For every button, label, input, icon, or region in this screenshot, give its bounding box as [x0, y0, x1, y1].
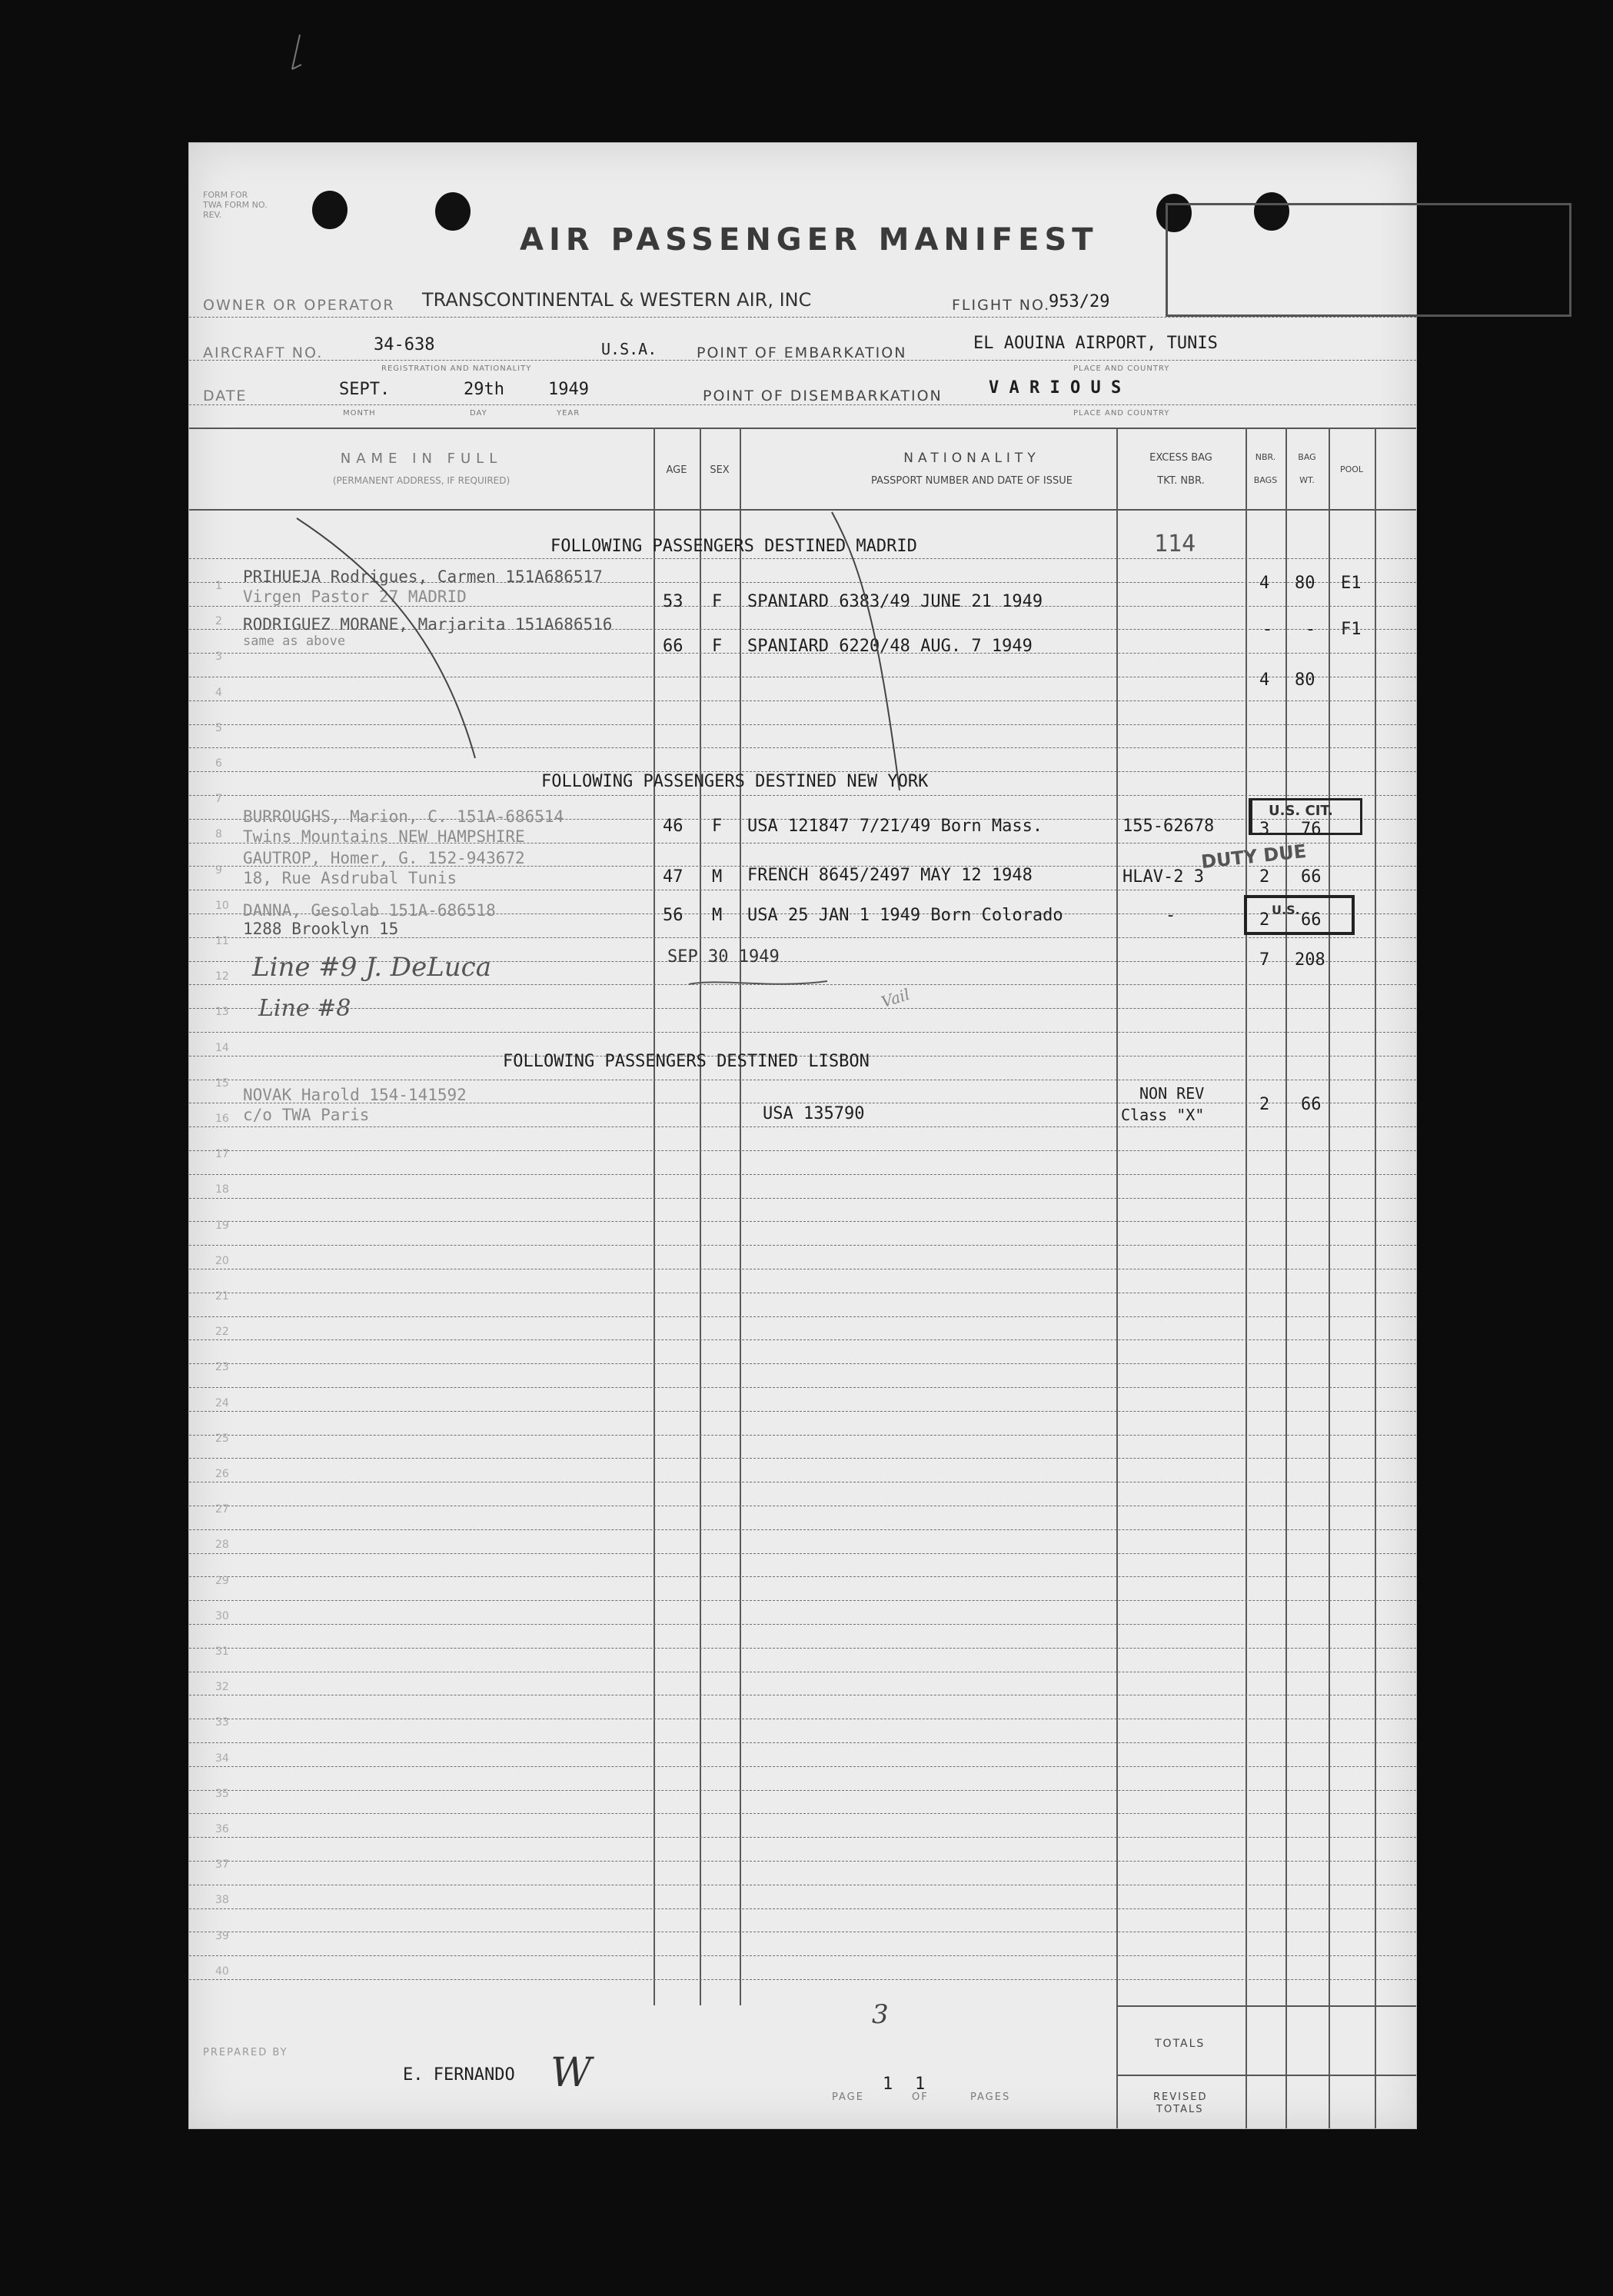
passenger-5-address: 1288 Brooklyn 15	[243, 920, 399, 938]
row-rule	[189, 1221, 1416, 1222]
row-number: 4	[215, 686, 222, 699]
passenger-3-age: 46	[663, 817, 683, 836]
row-rule	[189, 1955, 1416, 1956]
passenger-3-sex: F	[712, 817, 723, 836]
page-value: 1	[883, 2075, 893, 2094]
row-number: 39	[215, 1929, 229, 1942]
aircraft-sub: REGISTRATION AND NATIONALITY	[381, 364, 532, 373]
passenger-1-weight: 80	[1295, 574, 1315, 593]
new-york-total-weight: 208	[1295, 950, 1325, 970]
row-number: 31	[215, 1645, 229, 1658]
row-rule	[189, 1529, 1416, 1530]
passenger-5-name: DANNA, Gesolab 151A-686518	[243, 901, 496, 920]
col-excess-header-1: EXCESS BAG	[1149, 452, 1212, 464]
row-rule	[189, 1435, 1416, 1436]
row-rule	[189, 1624, 1416, 1625]
col-name-sub: (PERMANENT ADDRESS, IF REQUIRED)	[332, 475, 511, 486]
date-label: DATE	[203, 388, 248, 404]
revised-label-1: REVISED	[1153, 2091, 1208, 2103]
passenger-1-pool: E1	[1341, 574, 1362, 593]
passenger-2-bags: -	[1262, 620, 1273, 639]
row-rule	[189, 1339, 1416, 1340]
form-number-line-3: REV.	[203, 210, 222, 220]
us-stamp-text: U.S.	[1272, 903, 1300, 917]
date-year: 1949	[548, 380, 589, 399]
passenger-3-nationality: USA 121847 7/21/49 Born Mass.	[747, 817, 1043, 836]
row-number: 6	[215, 757, 222, 770]
passenger-5-nationality: USA 25 JAN 1 1949 Born Colorado	[747, 906, 1063, 925]
row-number: 32	[215, 1681, 229, 1694]
passenger-5-sex: M	[712, 906, 723, 925]
passenger-5-age: 56	[663, 906, 683, 925]
handwritten-page-count: 3	[872, 1999, 889, 2030]
passenger-5-weight: 66	[1301, 910, 1322, 930]
col-nationality-header: NATIONALITY	[903, 451, 1040, 466]
madrid-total-bags: 4	[1259, 670, 1270, 690]
passenger-6-nationality: USA 135790	[763, 1104, 865, 1123]
row-number: 23	[215, 1361, 229, 1374]
row-rule	[189, 1576, 1416, 1577]
row-number: 29	[215, 1574, 229, 1587]
date-sub-year: YEAR	[557, 409, 580, 418]
passenger-4-nationality: FRENCH 8645/2497 MAY 12 1948	[747, 866, 1033, 885]
prepared-by-value: E. FERNANDO	[403, 2065, 515, 2085]
row-number: 18	[215, 1183, 229, 1196]
passenger-4-name: GAUTROP, Homer, G. 152-943672	[243, 849, 525, 867]
row-number: 15	[215, 1076, 229, 1090]
owner-label: OWNER OR OPERATOR	[203, 297, 395, 314]
col-pool-header: POOL	[1339, 464, 1364, 474]
passenger-6-excess-2: Class "X"	[1121, 1106, 1205, 1124]
passenger-5-bags: 2	[1259, 910, 1270, 930]
row-number: 30	[215, 1609, 229, 1622]
row-number: 11	[215, 935, 229, 947]
passenger-2-name: RODRIGUEZ MORANE, Marjarita 151A686516	[243, 615, 613, 634]
handwritten-line-8: Line #8	[258, 995, 351, 1022]
row-rule	[189, 1861, 1416, 1862]
passenger-2-address: same as above	[243, 634, 346, 649]
row-number: 9	[215, 863, 222, 877]
col-nbr-header-1: NBR.	[1255, 452, 1276, 462]
row-rule	[189, 1553, 1416, 1554]
owner-value: TRANSCONTINENTAL & WESTERN AIR, INC	[422, 289, 812, 311]
col-age-header: AGE	[666, 464, 687, 476]
of-label: OF	[912, 2091, 929, 2103]
row-number: 34	[215, 1752, 229, 1765]
passenger-6-weight: 66	[1301, 1095, 1322, 1114]
row-number: 33	[215, 1716, 229, 1729]
row-rule	[189, 1742, 1416, 1743]
col-excess-header-2: TKT. NBR.	[1157, 475, 1205, 487]
passenger-3-bags: 3	[1259, 820, 1270, 839]
passenger-3-name: BURROUGHS, Marion, C. 151A-686514	[243, 807, 564, 826]
us-citizen-stamp-text: U.S. CIT.	[1269, 803, 1333, 819]
form-number-line-1: FORM FOR	[203, 190, 248, 200]
page-label: PAGE	[832, 2091, 864, 2103]
row-rule	[189, 1387, 1416, 1388]
madrid-excess-ticket: 114	[1154, 531, 1196, 557]
totals-label: TOTALS	[1155, 2038, 1206, 2050]
row-number: 37	[215, 1858, 229, 1872]
of-value: 1	[915, 2075, 926, 2094]
manifest-title: AIR PASSENGER MANIFEST	[520, 222, 1099, 258]
row-number: 21	[215, 1290, 229, 1303]
col-nbr-header-2: BAGS	[1253, 475, 1278, 485]
row-rule	[189, 1174, 1416, 1175]
row-number: 25	[215, 1432, 229, 1445]
embark-sub: PLACE AND COUNTRY	[1073, 364, 1170, 373]
row-number: 5	[215, 721, 222, 734]
row-rule	[189, 1790, 1416, 1791]
row-rule	[189, 1458, 1416, 1459]
passenger-2-age: 66	[663, 637, 683, 656]
row-rule	[189, 1648, 1416, 1649]
passenger-4-address: 18, Rue Asdrubal Tunis	[243, 869, 457, 887]
row-number: 1	[215, 580, 222, 592]
row-number: 2	[215, 615, 222, 628]
aircraft-label: AIRCRAFT NO.	[203, 344, 324, 361]
new-york-heading: FOLLOWING PASSENGERS DESTINED NEW YORK	[541, 772, 929, 791]
row-number: 16	[215, 1113, 229, 1125]
col-nationality-sub: PASSPORT NUMBER AND DATE OF ISSUE	[870, 475, 1073, 487]
row-rule	[189, 1198, 1416, 1199]
disembark-label: POINT OF DISEMBARKATION	[703, 388, 943, 404]
disembark-sub: PLACE AND COUNTRY	[1073, 409, 1170, 418]
row-rule	[189, 1150, 1416, 1151]
row-number: 17	[215, 1148, 229, 1161]
form-number-line-2: TWA FORM NO.	[203, 200, 268, 210]
new-york-date-stamp: SEP 30 1949	[667, 947, 780, 967]
handwritten-initials: W	[550, 2050, 592, 2096]
row-rule	[189, 1837, 1416, 1838]
row-rule	[189, 1411, 1416, 1412]
revised-label-2: TOTALS	[1156, 2104, 1204, 2115]
passenger-3-excess-ticket: 155-62678	[1122, 817, 1215, 836]
date-sub-day: DAY	[470, 409, 487, 418]
row-number: 24	[215, 1396, 229, 1409]
passenger-4-weight: 66	[1301, 867, 1322, 887]
manifest-page	[188, 142, 1417, 2129]
passenger-1-address: Virgen Pastor 27 MADRID	[243, 587, 467, 606]
passenger-5-excess-ticket: -	[1166, 906, 1176, 925]
passenger-6-name: NOVAK Harold 154-141592	[243, 1086, 467, 1104]
passenger-1-nationality: SPANIARD 6383/49 JUNE 21 1949	[747, 592, 1043, 611]
date-month: SEPT.	[339, 380, 391, 399]
aircraft-value: 34-638	[374, 335, 435, 354]
row-rule	[189, 1766, 1416, 1767]
row-rule	[189, 1363, 1416, 1364]
pages-label: PAGES	[970, 2091, 1011, 2103]
new-york-total-bags: 7	[1259, 950, 1270, 970]
col-bag-header-1: BAG	[1298, 452, 1316, 462]
row-rule	[189, 1813, 1416, 1814]
passenger-1-bags: 4	[1259, 574, 1270, 593]
row-number: 28	[215, 1539, 229, 1552]
row-number: 3	[215, 651, 222, 664]
pen-strokes	[189, 143, 1416, 1143]
duty-due-stamp: DUTY DUE	[1199, 840, 1308, 873]
row-number: 12	[215, 970, 229, 983]
row-rule	[189, 1600, 1416, 1601]
date-sub-month: MONTH	[343, 409, 376, 418]
flight-label: FLIGHT NO.	[952, 297, 1051, 314]
passenger-6-bags: 2	[1259, 1095, 1270, 1114]
row-rule	[189, 1245, 1416, 1246]
row-number: 10	[215, 899, 229, 912]
row-number: 38	[215, 1894, 229, 1907]
row-number: 40	[215, 1965, 229, 1978]
passenger-4-excess-ticket: HLAV-2 3	[1122, 867, 1204, 887]
passenger-2-nationality: SPANIARD 6220/48 AUG. 7 1949	[747, 637, 1033, 656]
row-number: 22	[215, 1326, 229, 1339]
rule	[1116, 2005, 1416, 2007]
passenger-4-sex: M	[712, 867, 723, 887]
col-bag-header-2: WT.	[1299, 475, 1315, 485]
passenger-2-pool: F1	[1341, 620, 1362, 639]
passenger-4-age: 47	[663, 867, 683, 887]
row-number: 27	[215, 1503, 229, 1516]
row-number: 35	[215, 1787, 229, 1800]
flight-value: 953/29	[1049, 292, 1110, 311]
passenger-2-weight: -	[1305, 620, 1316, 639]
passenger-2-sex: F	[712, 637, 723, 656]
date-day: 29th	[464, 380, 504, 399]
lisbon-heading: FOLLOWING PASSENGERS DESTINED LISBON	[503, 1052, 870, 1071]
passenger-6-address: c/o TWA Paris	[243, 1106, 370, 1124]
corner-mark	[284, 31, 308, 77]
row-number: 20	[215, 1254, 229, 1267]
madrid-total-weight: 80	[1295, 670, 1315, 690]
passenger-1-name: PRIHUEJA Rodrigues, Carmen 151A686517	[243, 567, 603, 586]
passenger-4-bags: 2	[1259, 867, 1270, 887]
row-rule	[189, 1979, 1416, 1980]
col-sex-header: SEX	[710, 464, 730, 476]
col-name-header: NAME IN FULL	[340, 451, 503, 467]
prepared-by-label: PREPARED BY	[203, 2047, 288, 2058]
row-number: 8	[215, 828, 222, 841]
embark-value: EL AOUINA AIRPORT, TUNIS	[973, 334, 1218, 353]
passenger-6-excess-1: NON REV	[1139, 1084, 1205, 1103]
passenger-3-address: Twins Mountains NEW HAMPSHIRE	[243, 827, 525, 846]
handwritten-mark: Vail	[879, 984, 913, 1012]
aircraft-nationality: U.S.A.	[601, 340, 657, 358]
row-rule	[189, 1316, 1416, 1317]
handwritten-line-9: Line #9 J. DeLuca	[252, 952, 491, 983]
disembark-value: V A R I O U S	[989, 378, 1122, 398]
row-number: 14	[215, 1041, 229, 1054]
row-number: 36	[215, 1823, 229, 1835]
row-number: 19	[215, 1219, 229, 1232]
row-rule	[189, 1908, 1416, 1909]
passenger-1-age: 53	[663, 592, 683, 611]
passenger-3-weight: 76	[1301, 820, 1322, 839]
row-number: 7	[215, 793, 222, 806]
passenger-1-sex: F	[712, 592, 723, 611]
row-number: 13	[215, 1006, 229, 1019]
madrid-heading: FOLLOWING PASSENGERS DESTINED MADRID	[550, 537, 917, 556]
row-number: 26	[215, 1468, 229, 1480]
rule	[1116, 2075, 1416, 2076]
embark-label: POINT OF EMBARKATION	[697, 344, 907, 361]
